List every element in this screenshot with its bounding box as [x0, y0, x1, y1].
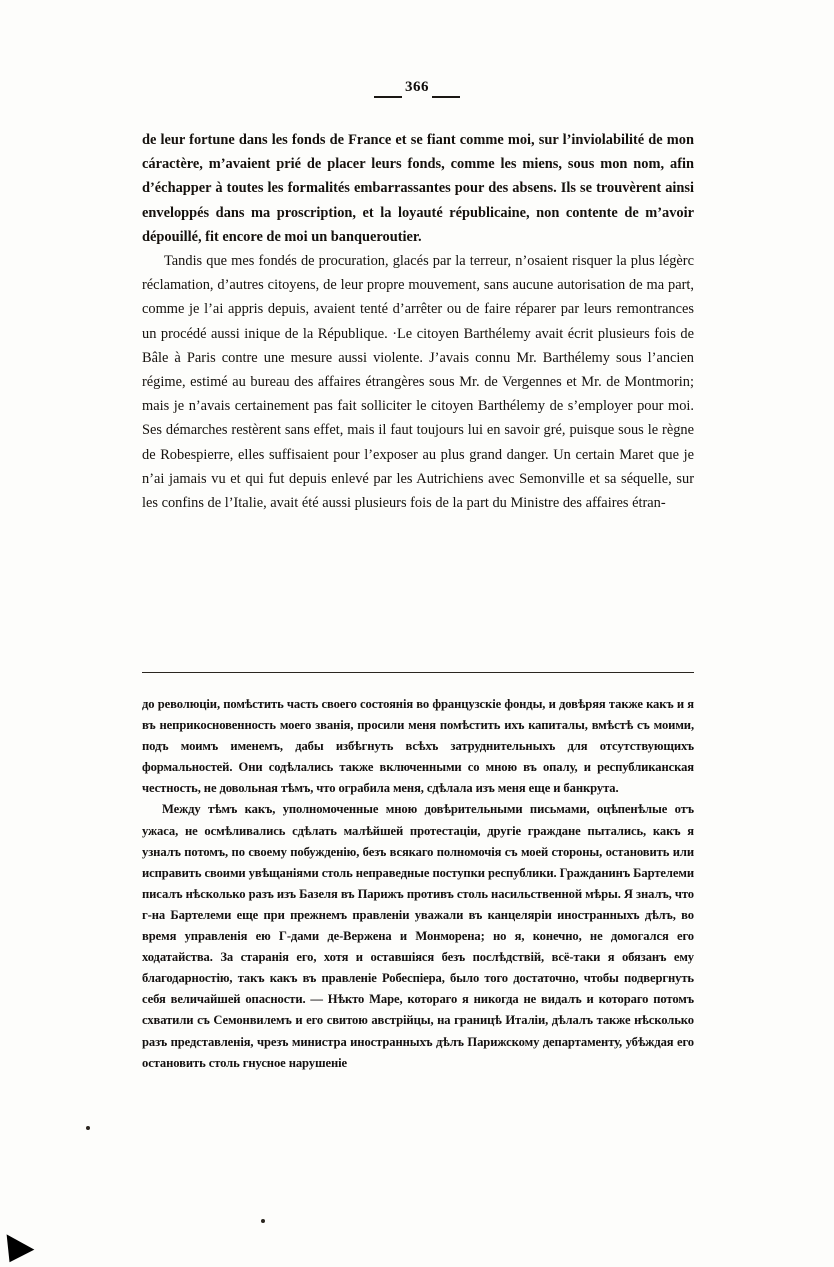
header-rule-right	[432, 96, 460, 98]
french-paragraph-2: Tandis que mes fondés de procuration, glacés par la terreur, n’osaient risquer la plus légèrc réclamation, d’autres citoyens, de leur propre mouvement, sans aucune autorisation de ma part, comme je l’ai appris depuis, avaient tenté d’arrêter ou de faire réparer par leurs remontrances un procédé aussi inique de la République. ·Le citoyen Barthélemy avait écrit plusieurs fois de Bâle à Paris contre une mesure aussi violente. J’avais connu Mr. Barthélemy sous l’ancien régime, estimé au bureau des affaires étrangères sous Mr. de Vergennes et Mr. de Montmorin; mais je n’avais certainement pas fait solliciter le citoyen Barthélemy de s’employer pour moi. Ses démarches restèrent sans effet, mais il faut toujours lui en savoir gré, puisque sous le règne de Robespierre, elles suffisaient pour l’exposer au plus grand danger. Un certain Maret que je n’ai jamais vu et qui fut depuis enlevé par les Autrichiens avec Semonville et sa séquelle, sur les confins de l’Italie, avait été aussi plusieurs fois de la part du Ministre des affaires étran-	[142, 253, 694, 512]
scan-corner-mark	[7, 1232, 36, 1263]
russian-text-block	[142, 694, 694, 1074]
scan-speck-left	[86, 1126, 90, 1130]
header-rule-left	[374, 96, 402, 98]
french-text-block	[142, 128, 694, 515]
page-number: 366	[405, 79, 429, 95]
section-divider	[142, 672, 694, 673]
russian-paragraph-1: до революціи, помѣстить часть своего состоянія во французскіе фонды, и довѣряя также какъ и я въ неприкосновенность моего званія, просили меня помѣстить ихъ капиталы, вмѣстѣ съ моими, подъ моимъ именемъ, дабы избѣгнуть всѣхъ затруднительныхъ для отсутствующихъ формальностей. Они содѣлались также включенными со мною въ опалу, и республиканская честность, не довольная тѣмъ, что ограбила меня, сдѣлала изъ меня еще и банкрута.	[142, 697, 694, 796]
russian-paragraph-2: Между тѣмъ какъ, уполномоченные мною довѣрительными письмами, оцѣпенѣлые отъ ужаса, не осмѣливались сдѣлать малѣйшей протестаціи, другіе граждане пытались, какъ я узналъ потомъ, по своему побужденію, безъ всякаго полномочія съ моей стороны, остановить или исправить своими увѣщаніями столь неправедные поступки республики. Гражданинъ Бартелеми писалъ нѣсколько разъ изъ Базеля въ Парижъ противъ столь насильственной мѣры. Я зналъ, что г-на Бартелеми еще при прежнемъ правленіи уважали въ канцеляріи иностранныхъ дѣлъ, во время управленія ею Г-дами де-Вержена и Монморена; но я, конечно, не домогался его ходатайства. За старанія его, хотя и оставшіяся безъ послѣдствій, всё-таки я обязанъ ему благодарностію, такъ какъ въ правленіе Робеспіера, было того достаточно, чтобы подвергнуть себя величайшей опасности. — Нѣкто Маре, котораго я никогда не видалъ и котораго потомъ схватили съ Семонвилемъ и его свитою австрійцы, на границѣ Италіи, дѣлалъ также нѣсколько разъ представленія, чрезъ министра иностранныхъ дѣлъ Парижскому департаменту, убѣждая его остановить столь гнусное нарушеніе	[142, 802, 694, 1070]
french-paragraph-1: de leur fortune dans les fonds de France et se fiant comme moi, sur l’inviolabilité de mon cáractère, m’avaient prié de placer leurs fonds, comme les miens, sous mon nom, afin d’échapper à toutes les formalités embarrassantes pour des absens. Ils se trouvèrent ainsi enveloppés dans ma proscription, et la loyauté républicaine, non contente de m’avoir dépouillé, fit encore de moi un banqueroutier.	[142, 132, 694, 245]
scan-speck-bottom	[261, 1219, 265, 1223]
page-number-header	[0, 78, 834, 96]
